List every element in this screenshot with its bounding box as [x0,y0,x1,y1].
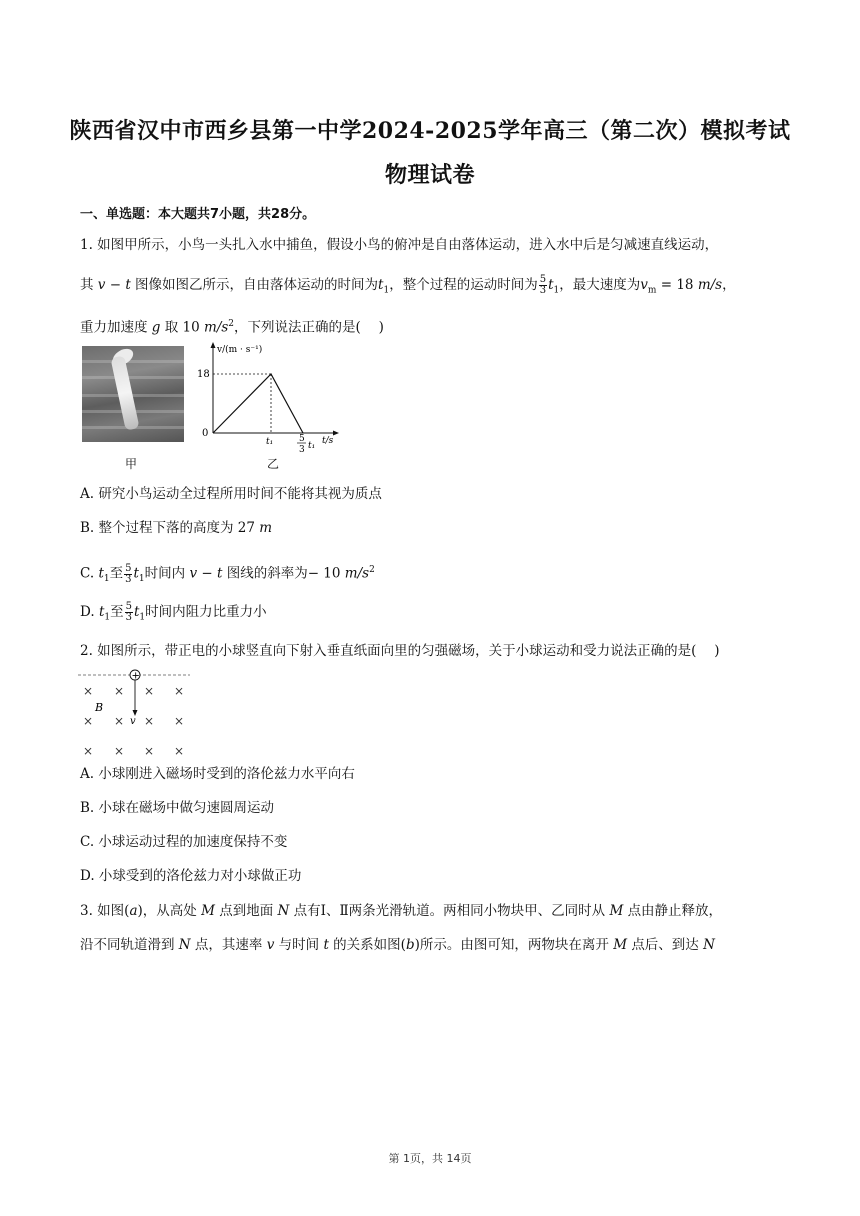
field-cross: × [83,744,94,758]
option-math-sub: 1 [139,612,146,623]
option-text: C. [80,565,99,582]
q3-math: b [405,937,415,953]
q1-text: ，最大速度为 [559,277,641,293]
q1-line1 [80,235,718,255]
q1-math-sub: m [647,285,657,296]
field-cross: × [114,714,125,728]
bird-figure [110,355,139,430]
q3-text: 点后、到达 [631,937,699,953]
q1-text: ， [722,277,736,293]
field-cross: × [174,684,185,698]
fraction [539,275,547,296]
page-footer: 第 1页，共 14页 [388,1152,472,1165]
graph-x-tick-t1: t₁ [266,437,274,447]
q1-unit: m/s [204,319,229,336]
q3-math: M [201,903,215,919]
q3-math: v [266,937,275,953]
q2-option-a: A. 小球刚进入磁场时受到的洛伦兹力水平向右 [80,766,355,782]
q1-math: t [548,277,554,293]
q1-math: t [378,277,384,293]
option-unit: m/s [344,565,370,582]
option-math: v − t [189,565,223,582]
exam-subtitle: 物理试卷 [384,162,475,188]
option-text: 图线的斜率为− 10 [226,565,345,582]
option-math: t [133,565,139,582]
q3-text: )，从高处 [137,903,197,919]
field-cross: × [114,684,125,698]
q2-stem: 2. 如图所示，带正电的小球竖直向下射入垂直纸面向里的匀强磁场，关于小球运动和受力说法正确的是( ) [80,643,720,659]
q3-text: 点由静止释放， [627,903,723,919]
q1-text: ，整个过程的运动时间为 [389,277,538,293]
q1-text: 1. 如图甲所示，小鸟一头扎入水中捕鱼，假设小鸟的俯冲是自由落体运动，进入水中后是匀减速直线运动， [80,237,719,253]
option-text: D. [80,604,99,620]
fraction-denominator: 3 [125,573,132,585]
option-text: 时间内阻力比重力小 [145,604,267,620]
field-cross: × [174,714,185,728]
option-text: 时间内 [144,565,186,582]
q3-line2 [80,935,715,955]
q2-option-c: C. 小球运动过程的加速度保持不变 [80,834,288,850]
q3-text: 点到地面 [219,903,274,919]
q1-option-b [80,518,272,538]
option-math: t [133,604,140,620]
q3-math: t [323,937,329,953]
option-text: B. 整个过程下落的高度为 27 [80,520,260,536]
q3-math: N [277,903,290,919]
q3-text: )所示。由图可知，两物块在离开 [414,937,609,953]
graph-ylabel: v/(m · s⁻¹) [217,345,263,355]
q1-option-c [80,560,375,589]
q1-text: 其 [80,277,94,293]
field-cross: × [83,714,94,728]
option-math-sub: 1 [104,612,111,623]
charge-plus: + [131,670,140,682]
option-math: t [98,604,105,620]
q1-option-d [80,602,267,628]
graph-origin: 0 [202,428,209,439]
figure-label-b: 乙 [267,457,280,471]
q1-math-sup: 2 [228,319,235,329]
q1-math: g [151,319,161,336]
q1-line3 [80,314,384,338]
option-math-sub: 1 [103,574,110,585]
q3-math: N [178,937,191,953]
q2-option-d: D. 小球受到的洛伦兹力对小球做正功 [80,868,302,884]
q1-math-sub: 1 [553,285,560,296]
q1-math: v [640,277,648,293]
q1-line2 [80,275,736,301]
water-wave [82,360,184,363]
q1-text: ，下列说法正确的是( ) [234,319,384,336]
exam-title: 陕西省汉中市西乡县第一中学2024-2025学年高三（第二次）模拟考试 [69,118,791,144]
option-math-sub: 1 [138,574,145,585]
fraction-numerator: 5 [125,601,132,612]
q1-unit: m/s [697,277,723,293]
vt-graph [195,338,345,468]
figure-label-a: 甲 [125,457,138,471]
y-axis-arrow [211,342,216,348]
q1-option-a: A. 研究小鸟运动全过程所用时间不能将其视为质点 [80,486,382,502]
graph-x-tick-t1b: t₁ [308,441,316,451]
q1-text: 重力加速度 [80,319,148,336]
field-label-b: B [95,701,104,714]
q3-math: a [129,903,138,919]
q3-text: 与时间 [278,937,320,953]
option-math: t [98,565,104,582]
option-unit: m [259,520,273,536]
q3-text: 3. 如图( [80,903,130,919]
fraction-numerator: 5 [125,562,132,574]
q1-math-sub: 1 [383,285,390,296]
field-cross: × [114,744,125,758]
q3-text: 点有Ⅰ、Ⅱ两条光滑轨道。两相同小物块甲、乙同时从 [293,903,606,919]
option-math-sup: 2 [369,565,375,575]
velocity-label-v: v [130,716,136,727]
q1-text: 取 10 [164,319,205,336]
q3-text: 点，其速率 [194,937,263,953]
q3-text: 的关系如图( [333,937,406,953]
field-cross: × [144,714,155,728]
q1-math: v − t [97,277,131,293]
magnetic-field-diagram [78,664,198,764]
q2-option-b: B. 小球在磁场中做匀速圆周运动 [80,800,275,816]
q3-line1 [80,901,722,921]
graph-x-tick-den: 3 [299,445,305,455]
graph-x-tick-num: 5 [299,434,305,444]
fraction [125,602,133,623]
field-cross: × [144,744,155,758]
fraction-denominator: 3 [125,612,132,623]
water-wave [82,376,184,379]
section-heading: 一、单选题：本大题共7小题，共28分。 [80,207,316,222]
fraction [124,564,132,585]
q1-math: = 18 [656,277,698,293]
fraction-denominator: 3 [539,285,547,296]
field-cross: × [144,684,155,698]
q3-math: M [613,937,628,953]
graph-y-tick: 18 [197,369,210,380]
field-cross: × [83,684,94,698]
option-text: 至 [110,604,124,620]
q3-math: M [609,903,624,919]
field-cross: × [174,744,185,758]
graph-xlabel: t/s [322,436,334,446]
velocity-line [213,374,303,433]
diving-bird-photo [82,346,184,442]
q3-math: N [703,937,715,953]
x-axis-arrow [333,431,339,436]
fraction-numerator: 5 [539,274,547,285]
option-text: 至 [109,565,124,582]
q3-text: 沿不同轨道滑到 [80,937,175,953]
q1-text: 图像如图乙所示，自由落体运动的时间为 [135,277,379,293]
